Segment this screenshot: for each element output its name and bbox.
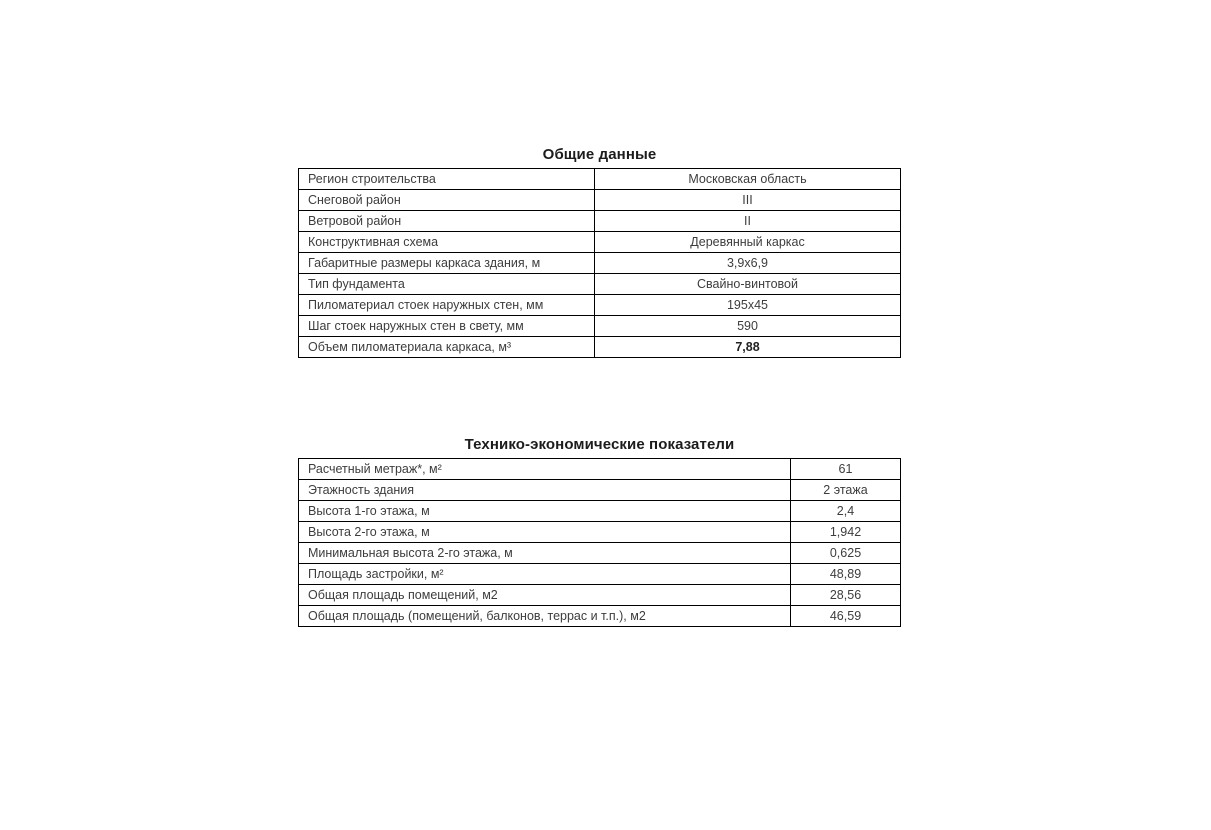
document-page [298, 146, 901, 627]
table-row [299, 253, 901, 274]
row-value-cell: 1,942 [791, 522, 901, 543]
table-row [299, 169, 901, 190]
row-label-cell: Ветровой район [299, 211, 595, 232]
table-row [299, 459, 901, 480]
table-row [299, 274, 901, 295]
row-label-cell: Общая площадь помещений, м2 [299, 585, 791, 606]
row-value-cell: Московская область [595, 169, 901, 190]
row-value-cell: 28,56 [791, 585, 901, 606]
row-value-cell: Свайно-винтовой [595, 274, 901, 295]
row-value-cell: 2 этажа [791, 480, 901, 501]
general-data-title: Общие данные [542, 146, 657, 163]
row-label-cell: Минимальная высота 2-го этажа, м [299, 543, 791, 564]
row-label-cell: Габаритные размеры каркаса здания, м [299, 253, 595, 274]
row-value-cell: Деревянный каркас [595, 232, 901, 253]
table-row [299, 295, 901, 316]
table-row [299, 337, 901, 358]
table-row [299, 543, 901, 564]
section-spacer [298, 358, 901, 436]
row-value-cell: 46,59 [791, 606, 901, 627]
row-label-cell: Снеговой район [299, 190, 595, 211]
row-value-cell: II [595, 211, 901, 232]
row-label-cell: Регион строительства [299, 169, 595, 190]
table-row [299, 585, 901, 606]
row-value-cell: 0,625 [791, 543, 901, 564]
row-label-cell: Конструктивная схема [299, 232, 595, 253]
row-value-cell: 195х45 [595, 295, 901, 316]
row-label-cell: Площадь застройки, м² [299, 564, 791, 585]
row-label-cell: Тип фундамента [299, 274, 595, 295]
table-row [299, 564, 901, 585]
table-row [299, 522, 901, 543]
row-value-cell: 48,89 [791, 564, 901, 585]
row-value-cell: 7,88 [595, 337, 901, 358]
row-label-cell: Пиломатериал стоек наружных стен, мм [299, 295, 595, 316]
row-label-cell: Расчетный метраж*, м² [299, 459, 791, 480]
table-row [299, 232, 901, 253]
row-label-cell: Общая площадь (помещений, балконов, террас и т.п.), м2 [299, 606, 791, 627]
table-row [299, 190, 901, 211]
row-value-cell: 3,9х6,9 [595, 253, 901, 274]
row-value-cell: 61 [791, 459, 901, 480]
row-value-cell: 2,4 [791, 501, 901, 522]
row-label-cell: Высота 2-го этажа, м [299, 522, 791, 543]
technical-indicators-title: Технико-экономические показатели [464, 436, 735, 453]
table-row [299, 480, 901, 501]
technical-indicators-table [298, 458, 901, 627]
table-row [299, 501, 901, 522]
row-label-cell: Высота 1-го этажа, м [299, 501, 791, 522]
table-row [299, 606, 901, 627]
row-value-cell: 590 [595, 316, 901, 337]
table-row [299, 211, 901, 232]
row-value-cell: III [595, 190, 901, 211]
row-label-cell: Этажность здания [299, 480, 791, 501]
table-row [299, 316, 901, 337]
general-data-table [298, 168, 901, 358]
row-label-cell: Шаг стоек наружных стен в свету, мм [299, 316, 595, 337]
row-label-cell: Объем пиломатериала каркаса, м³ [299, 337, 595, 358]
